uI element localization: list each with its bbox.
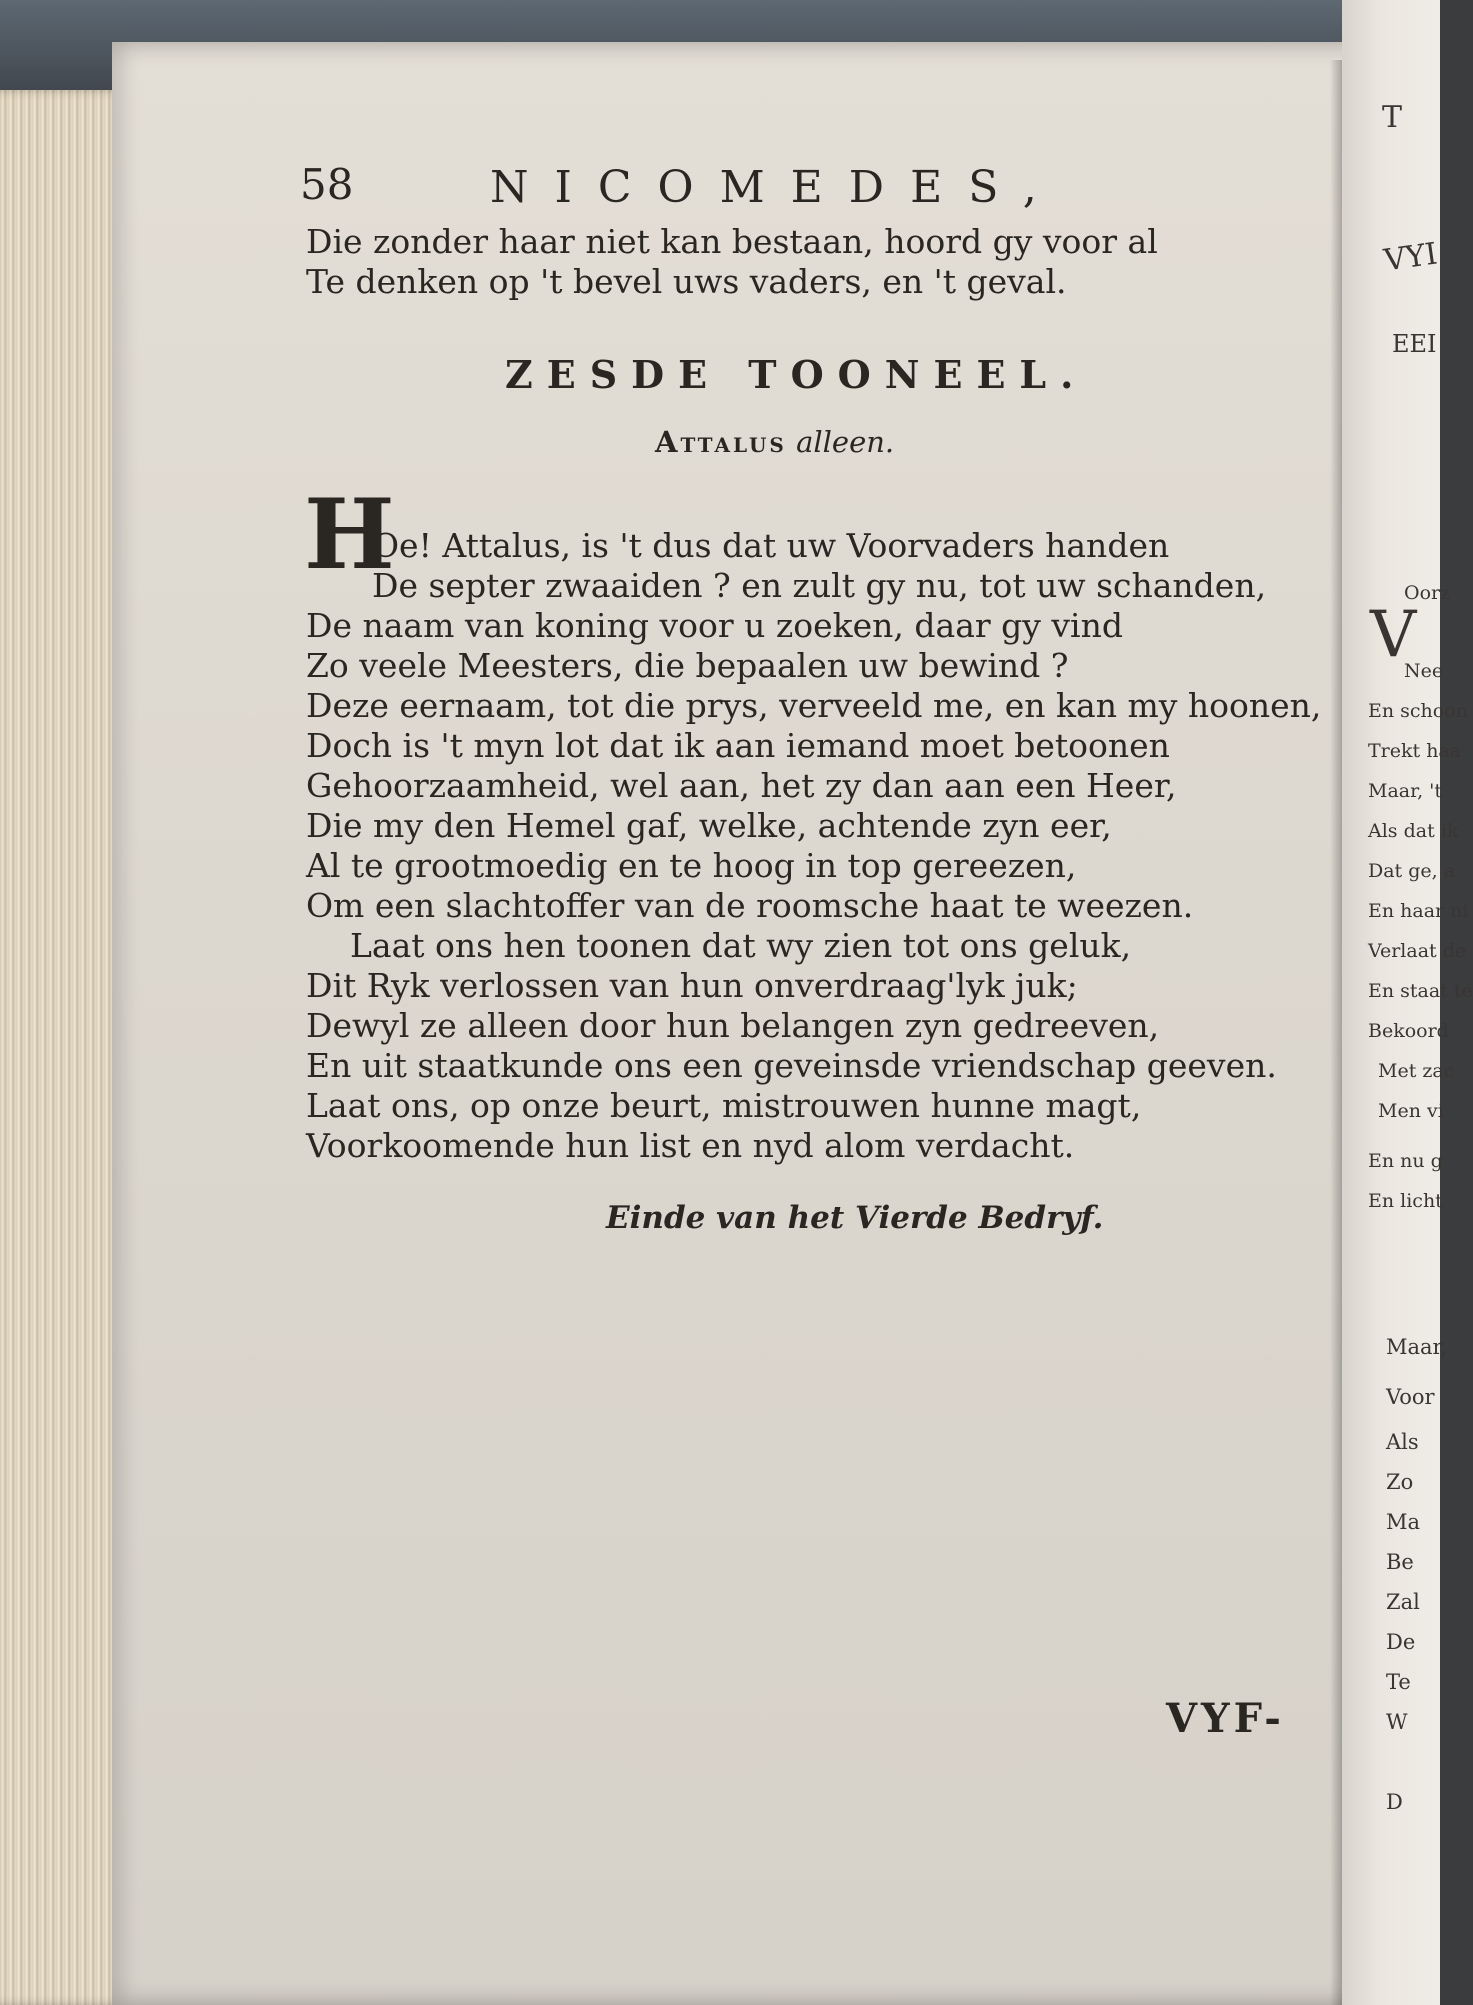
verse-line: Zo veele Meesters, die bepaalen uw bewind ?: [306, 646, 1069, 685]
right-page-line: Met zac: [1378, 1060, 1455, 1082]
verse-line: Dewyl ze alleen door hun belangen zyn gedreeven,: [306, 1006, 1160, 1045]
right-page-line: En nu g: [1368, 1150, 1443, 1172]
speaker-note: alleen.: [796, 425, 895, 459]
right-page-line: En haar ni: [1368, 900, 1469, 922]
end-of-act: Einde van het Vierde Bedryf.: [606, 1200, 1104, 1236]
right-page-line: Dat ge, a: [1368, 860, 1456, 882]
right-page-line: Zal: [1386, 1590, 1420, 1614]
right-page-line: Be: [1386, 1550, 1414, 1574]
scene-title: ZESDE TOONEEL.: [505, 352, 1088, 397]
right-page-line: Als dat ik: [1368, 820, 1459, 842]
verse-line: Al te grootmoedig en te hoog in top gereezen,: [306, 846, 1077, 885]
right-page-line: Bekoord: [1368, 1020, 1449, 1042]
speaker-heading: [655, 425, 894, 459]
verse-line: Om een slachtoffer van de roomsche haat te weezen.: [306, 886, 1194, 925]
verse-line: Gehoorzaamheid, wel aan, het zy dan aan een Heer,: [306, 766, 1177, 805]
right-page-first-line: Oorz: [1404, 582, 1451, 604]
right-page-drop-cap: V: [1370, 598, 1417, 672]
speaker-name: Attalus: [655, 425, 787, 459]
right-page-line: En licht: [1368, 1190, 1443, 1212]
verse-line: Voorkoomende hun list en nyd alom verdacht.: [306, 1126, 1075, 1165]
right-page-line: Nee: [1404, 660, 1444, 682]
verse-line: Oe! Attalus, is 't dus dat uw Voorvaders handen: [372, 526, 1170, 565]
running-title: NICOMEDES,: [490, 162, 1063, 213]
right-page: [1342, 0, 1473, 2005]
verse-line: De naam van koning voor u zoeken, daar gy vind: [306, 606, 1123, 645]
right-page-fragment-top-1: T: [1382, 100, 1403, 135]
verse-line: Te denken op 't bevel uws vaders, en 't geval.: [306, 262, 1067, 301]
verse-line: De septer zwaaiden ? en zult gy nu, tot uw schanden,: [372, 566, 1267, 605]
right-page-line: Maar, 't: [1368, 780, 1443, 802]
right-page-line: Als: [1386, 1430, 1419, 1454]
right-page-line: Te: [1386, 1670, 1411, 1694]
right-page-line: Voor: [1386, 1385, 1435, 1409]
running-head: [300, 160, 1120, 220]
right-page-line: Maar,: [1386, 1335, 1447, 1359]
verse-line: Die zonder haar niet kan bestaan, hoord gy voor al: [306, 222, 1158, 261]
right-page-fragment-top-2: VYI: [1381, 236, 1440, 279]
verse-line: Laat ons, op onze beurt, mistrouwen hunne magt,: [306, 1086, 1142, 1125]
drop-cap: H: [304, 478, 395, 591]
right-page-line: W: [1386, 1710, 1408, 1734]
verse-line: Die my den Hemel gaf, welke, achtende zyn eer,: [306, 806, 1112, 845]
verse-line: Dit Ryk verlossen van hun onverdraag'lyk juk;: [306, 966, 1078, 1005]
verse-line: En uit staatkunde ons een geveinsde vriendschap geeven.: [306, 1046, 1277, 1085]
right-page-line: Ma: [1386, 1510, 1421, 1534]
right-page-line: De: [1386, 1630, 1416, 1654]
right-page-line: Verlaat de: [1368, 940, 1467, 962]
right-page-fragment-top-3: EEI: [1392, 330, 1437, 358]
right-page-line: Men vi: [1378, 1100, 1444, 1122]
right-page-line: Zo: [1386, 1470, 1414, 1494]
verse-line: Laat ons hen toonen dat wy zien tot ons geluk,: [350, 926, 1132, 965]
verse-line: Doch is 't myn lot dat ik aan iemand moet betoonen: [306, 726, 1170, 765]
right-page-line: En staat te: [1368, 980, 1473, 1002]
page-number: 58: [300, 160, 354, 209]
right-page-line: D: [1386, 1790, 1403, 1814]
right-page-line: En schoon: [1368, 700, 1468, 722]
right-page-line: Trekt haa: [1368, 740, 1462, 762]
catchword: VYF-: [1166, 1695, 1285, 1742]
verse-line: Deze eernaam, tot die prys, verveeld me, en kan my hoonen,: [306, 686, 1322, 725]
